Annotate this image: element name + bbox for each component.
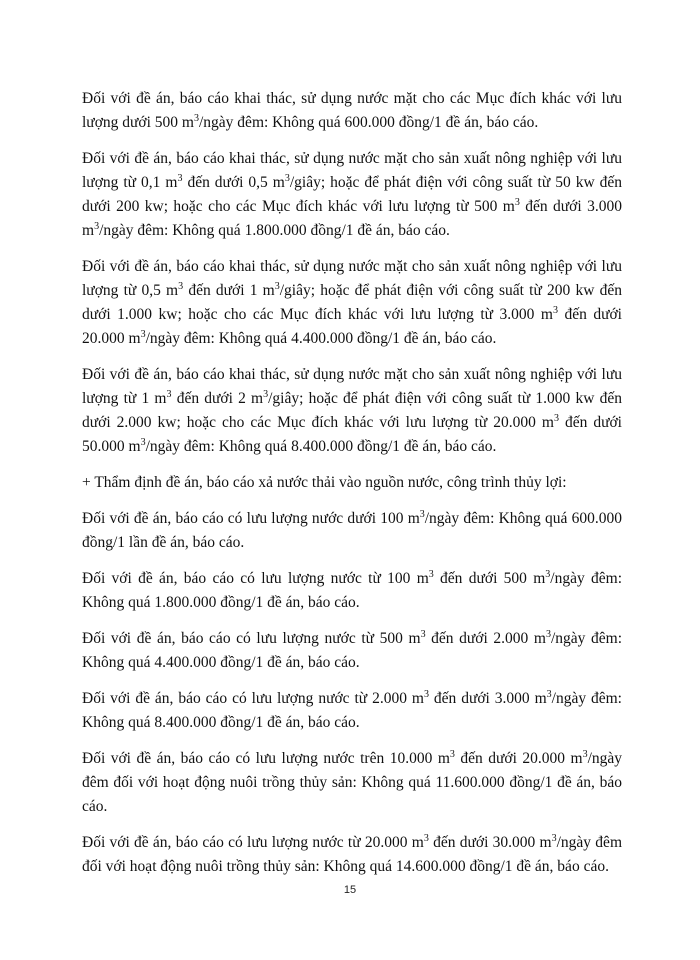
superscript: 3	[545, 568, 551, 580]
document-body	[82, 87, 622, 891]
paragraph-text: đến dưới 20.000 m	[454, 750, 583, 767]
superscript: 3	[582, 748, 588, 760]
paragraph-text: Đối với đề án, báo cáo khai thác, sử dụng nước mặt cho sản xuất nông nghiệp với lưu lượng từ 0,1 m	[82, 150, 622, 191]
page-number: 15	[343, 884, 357, 896]
paragraph	[82, 687, 622, 735]
paragraph-text: đến dưới 0,5 m	[182, 174, 285, 191]
paragraph	[82, 87, 622, 135]
paragraph-text: Đối với đề án, báo cáo có lưu lượng nước từ 20.000 m	[82, 834, 424, 851]
paragraph-text: đến dưới 2.000 m	[425, 630, 546, 647]
paragraph-text: Đối với đề án, báo cáo có lưu lượng nước từ 2.000 m	[82, 690, 424, 707]
paragraph-text: /giây; hoặc để phát điện với công suất từ 50 kw đến dưới 200 kw; hoặc cho các Mục đích khác với lưu lượng từ 500 m	[82, 174, 622, 215]
superscript: 3	[420, 628, 426, 640]
paragraph-text: đến dưới 3.000 m	[82, 198, 622, 239]
superscript: 3	[263, 388, 269, 400]
superscript: 3	[284, 172, 290, 184]
superscript: 3	[545, 628, 551, 640]
paragraph-text: đến dưới 500 m	[433, 570, 546, 587]
paragraph-text: đến dưới 20.000 m	[82, 306, 622, 347]
paragraph-text: /ngày đêm: Không quá 8.400.000 đồng/1 đề án, báo cáo.	[145, 438, 497, 455]
superscript: 3	[177, 172, 183, 184]
paragraph-text: /ngày đêm: Không quá 1.800.000 đồng/1 đề án, báo cáo.	[82, 570, 623, 611]
superscript: 3	[552, 304, 558, 316]
superscript: 3	[94, 220, 100, 232]
paragraph-text: đến dưới 2 m	[171, 390, 264, 407]
superscript: 3	[553, 412, 559, 424]
paragraph-text: /ngày đêm: Không quá 4.400.000 đồng/1 đề án, báo cáo.	[82, 630, 623, 671]
superscript: 3	[140, 328, 146, 340]
paragraph-text: đến dưới 30.000 m	[428, 834, 552, 851]
paragraph-text: + Thẩm định đề án, báo cáo xả nước thải vào nguồn nước, công trình thủy lợi:	[82, 474, 567, 491]
paragraph-text: Đối với đề án, báo cáo có lưu lượng nước từ 100 m	[82, 570, 429, 587]
paragraph-text: /ngày đêm đối với hoạt động nuôi trồng thủy sản: Không quá 14.600.000 đồng/1 đề án, báo cáo.	[82, 834, 622, 875]
superscript: 3	[423, 688, 429, 700]
superscript: 3	[514, 196, 520, 208]
paragraph-text: /ngày đêm: Không quá 8.400.000 đồng/1 đề án, báo cáo.	[82, 690, 622, 731]
paragraph	[82, 567, 622, 615]
superscript: 3	[449, 748, 455, 760]
superscript: 3	[428, 568, 434, 580]
paragraph-text: Đối với đề án, báo cáo có lưu lượng nước trên 10.000 m	[82, 750, 450, 767]
paragraph-text: đến dưới 50.000 m	[82, 414, 622, 455]
paragraph-text: /ngày đêm: Không quá 600.000 đồng/1 lần đề án, báo cáo.	[82, 510, 622, 551]
paragraph-text: /giây; hoặc để phát điện với công suất từ 1.000 kw đến dưới 2.000 kw; hoặc cho các Mục đích khác với lưu lượng từ 20.000 m	[82, 390, 623, 431]
paragraph-text: /ngày đêm: Không quá 600.000 đồng/1 đề án, báo cáo.	[199, 114, 539, 131]
paragraph-text: /ngày đêm đối với hoạt động nuôi trồng thủy sản: Không quá 11.600.000 đồng/1 đề án, báo cáo.	[82, 750, 622, 815]
superscript: 3	[423, 832, 429, 844]
superscript: 3	[274, 280, 280, 292]
superscript: 3	[419, 508, 425, 520]
superscript: 3	[166, 388, 172, 400]
superscript: 3	[178, 280, 184, 292]
paragraph-text: /ngày đêm: Không quá 4.400.000 đồng/1 đề án, báo cáo.	[145, 330, 497, 347]
superscript: 3	[140, 436, 146, 448]
paragraph-text: Đối với đề án, báo cáo có lưu lượng nước từ 500 m	[82, 630, 421, 647]
paragraph	[82, 363, 622, 459]
paragraph-text: Đối với đề án, báo cáo khai thác, sử dụng nước mặt cho sản xuất nông nghiệp với lưu lượng từ 0,5 m	[82, 258, 622, 299]
paragraph	[82, 255, 622, 351]
paragraph-text: /giây; hoặc để phát điện với công suất từ 200 kw đến dưới 1.000 kw; hoặc cho các Mục đích khác với lưu lượng từ 3.000 m	[82, 282, 623, 323]
paragraph	[82, 471, 622, 495]
paragraph-text: đến dưới 1 m	[183, 282, 275, 299]
paragraph-text: Đối với đề án, báo cáo khai thác, sử dụng nước mặt cho sản xuất nông nghiệp với lưu lượng từ 1 m	[82, 366, 622, 407]
superscript: 3	[551, 832, 557, 844]
paragraph-text: Đối với đề án, báo cáo khai thác, sử dụng nước mặt cho các Mục đích khác với lưu lượng dưới 500 m	[82, 90, 622, 131]
paragraph	[82, 507, 622, 555]
paragraph-text: /ngày đêm: Không quá 1.800.000 đồng/1 đề án, báo cáo.	[99, 222, 450, 239]
paragraph-text: Đối với đề án, báo cáo có lưu lượng nước dưới 100 m	[82, 510, 420, 527]
superscript: 3	[546, 688, 552, 700]
superscript: 3	[194, 112, 199, 124]
paragraph	[82, 147, 622, 243]
paragraph-text: đến dưới 3.000 m	[428, 690, 547, 707]
paragraph	[82, 831, 622, 879]
paragraph	[82, 627, 622, 675]
paragraph	[82, 747, 622, 819]
